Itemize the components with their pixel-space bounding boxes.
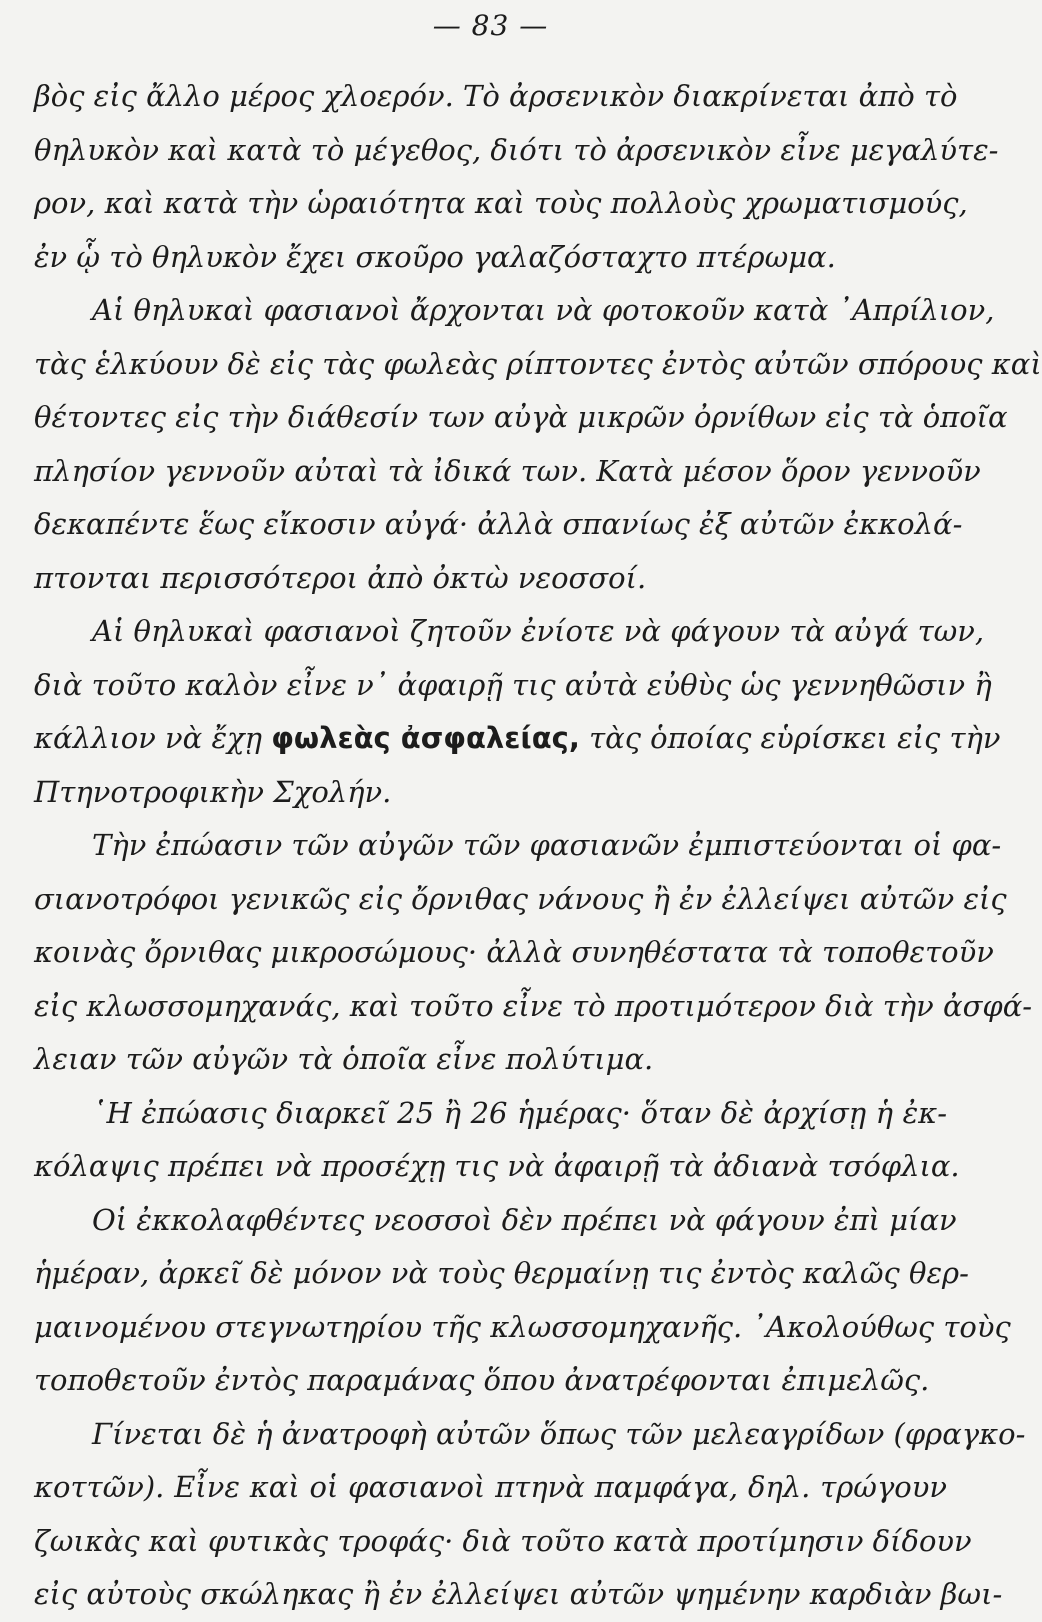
text-line: ἐν ᾧ τὸ θηλυκὸν ἔχει σκοῦρο γαλαζόσταχτο πτέρωμα. xyxy=(34,239,836,274)
text-line: κόλαψις πρέπει νὰ προσέχῃ τις νὰ ἀφαιρῇ τὰ ἀδιανὰ τσόφλια. xyxy=(34,1149,960,1183)
text-line: διὰ τοῦτο καλὸν εἶνε ν᾿ ἀφαιρῇ τις αὐτὰ εὐθὺς ὡς γεννηθῶσιν ἢ xyxy=(34,667,992,702)
text-line: βὸς εἰς ἄλλο μέρος χλοερόν. Τὸ ἀρσενικὸν διακρίνεται ἀπὸ τὸ xyxy=(34,79,958,113)
text-segment: κάλλιον νὰ ἔχῃ xyxy=(34,721,262,755)
text-line: κοττῶν). Εἶνε καὶ οἱ φασιανοὶ πτηνὰ παμφάγα, δηλ. τρώγουν xyxy=(34,1470,947,1504)
text-line: ἡμέραν, ἀρκεῖ δὲ μόνον νὰ τοὺς θερμαίνῃ τις ἐντὸς καλῶς θερ- xyxy=(34,1256,969,1290)
text-line: κοινὰς ὄρνιθας μικροσώμους· ἀλλὰ συνηθέστατα τὰ τοποθετοῦν xyxy=(34,935,994,969)
text-line: εἰς αὐτοὺς σκώληκας ἢ ἐν ἐλλείψει αὐτῶν ψημένην καρδιὰν βωι- xyxy=(34,1577,1003,1611)
page-number: — 83 — xyxy=(432,9,549,42)
text-line: λειαν τῶν αὐγῶν τὰ ὁποῖα εἶνε πολύτιμα. xyxy=(34,1042,654,1076)
text-line: ζωικὰς καὶ φυτικὰς τροφάς· διὰ τοῦτο κατὰ προτίμησιν δίδουν xyxy=(34,1523,972,1558)
text-line: θέτοντες εἰς τὴν διάθεσίν των αὐγὰ μικρῶν ὀρνίθων εἰς τὰ ὁποῖα xyxy=(34,400,1008,434)
text-line: μαινομένου στεγνωτηρίου τῆς κλωσσομηχανῆς. ᾿Ακολούθως τοὺς xyxy=(34,1309,1011,1344)
text-line-with-bold xyxy=(34,712,1001,766)
text-line: Πτηνοτροφικὴν Σχολήν. xyxy=(34,774,392,809)
text-line: σιανοτρόφοι γενικῶς εἰς ὄρνιθας νάνους ἢ ἐν ἐλλείψει αὐτῶν εἰς xyxy=(34,881,1007,916)
text-line: ῾Η ἐπώασις διαρκεῖ 25 ἢ 26 ἡμέρας· ὅταν δὲ ἀρχίσῃ ἡ ἐκ- xyxy=(92,1095,947,1130)
text-line: πτονται περισσότεροι ἀπὸ ὀκτὼ νεοσσοί. xyxy=(34,560,647,595)
text-line: Οἱ ἐκκολαφθέντες νεοσσοὶ δὲν πρέπει νὰ φάγουν ἐπὶ μίαν xyxy=(92,1202,957,1237)
text-line: Αἱ θηλυκαὶ φασιανοὶ ζητοῦν ἐνίοτε νὰ φάγουν τὰ αὐγά των, xyxy=(92,614,985,648)
text-line: εἰς κλωσσομηχανάς, καὶ τοῦτο εἶνε τὸ προτιμότερον διὰ τὴν ἀσφά- xyxy=(34,988,1033,1023)
text-line: Αἱ θηλυκαὶ φασιανοὶ ἄρχονται νὰ φοτοκοῦν κατὰ ᾿Απρίλιον, xyxy=(92,293,995,327)
text-line: πλησίον γεννοῦν αὐταὶ τὰ ἰδικά των. Κατὰ μέσον ὅρον γεννοῦν xyxy=(34,453,981,488)
text-line: Τὴν ἐπώασιν τῶν αὐγῶν τῶν φασιανῶν ἐμπιστεύονται οἱ φα- xyxy=(92,828,1002,862)
text-line: ρον, καὶ κατὰ τὴν ὡραιότητα καὶ τοὺς πολλοὺς χρωματισμούς, xyxy=(34,186,968,220)
text-line: θηλυκὸν καὶ κατὰ τὸ μέγεθος, διότι τὸ ἀρσενικὸν εἶνε μεγαλύτε- xyxy=(34,132,999,167)
text-segment: τὰς ὁποίας εὑρίσκει εἰς τὴν xyxy=(589,721,1001,755)
bold-phrase: φωλεὰς ἀσφαλείας, xyxy=(271,721,580,755)
text-line: Γίνεται δὲ ἡ ἀνατροφὴ αὐτῶν ὅπως τῶν μελεαγρίδων (φραγκο- xyxy=(92,1416,1026,1451)
text-line: τὰς ἑλκύουν δὲ εἰς τὰς φωλεὰς ρίπτοντες ἐντὸς αὐτῶν σπόρους καὶ xyxy=(34,346,1042,381)
text-line: τοποθετοῦν ἐντὸς παραμάνας ὅπου ἀνατρέφονται ἐπιμελῶς. xyxy=(34,1363,930,1397)
text-line: δεκαπέντε ἕως εἴκοσιν αὐγά· ἀλλὰ σπανίως ἐξ αὐτῶν ἐκκολά- xyxy=(34,507,963,541)
